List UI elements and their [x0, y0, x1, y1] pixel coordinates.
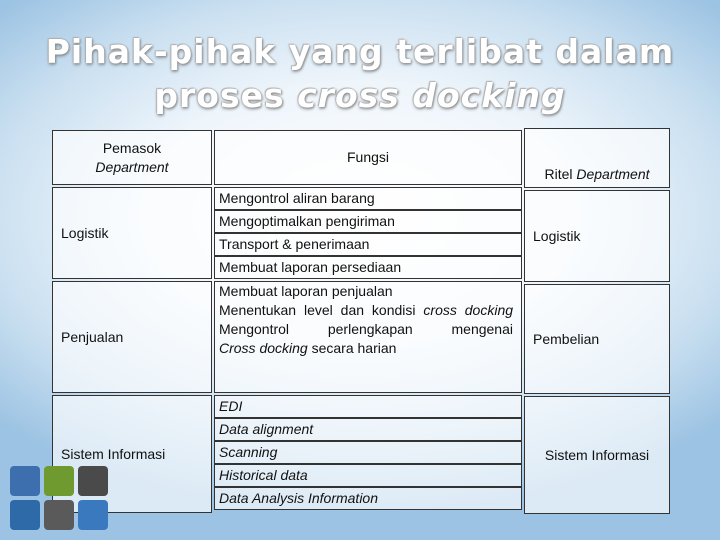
pemasok-logistik-label: Logistik — [61, 224, 109, 241]
fungsi-penjualan-4-italic: Cross docking — [219, 340, 308, 356]
header-pemasok-line1: Pemasok — [102, 139, 162, 156]
header-fungsi — [214, 130, 522, 185]
thumbnail-image — [44, 466, 74, 496]
fungsi-sistem-5: Data Analysis Information — [214, 487, 522, 510]
fungsi-penjualan-2-prefix: Menentukan level dan kondisi — [219, 302, 424, 318]
fungsi-logistik-2: Mengoptimalkan pengiriman — [214, 210, 522, 233]
fungsi-sistem-4: Historical data — [214, 464, 522, 487]
thumbnail-image — [10, 500, 40, 530]
title-line-2-prefix: proses — [154, 76, 298, 115]
header-ritel — [524, 128, 670, 188]
ritel-logistik — [524, 190, 670, 282]
thumbnail-image — [78, 466, 108, 496]
fungsi-penjualan-4-suffix: secara harian — [307, 340, 397, 356]
fungsi-penjualan-3: Mengontrol perlengkapan mengenai — [219, 321, 513, 337]
ritel-sistem-informasi — [524, 396, 670, 514]
thumbnail-image — [44, 500, 74, 530]
slide-title — [0, 30, 720, 118]
header-pemasok — [52, 130, 212, 185]
pemasok-sistem-informasi-label: Sistem Informasi — [61, 445, 166, 462]
title-line-2-italic: cross docking — [297, 76, 566, 115]
pemasok-penjualan — [52, 281, 212, 393]
fungsi-logistik-3: Transport & penerimaan — [214, 233, 522, 256]
fungsi-sistem-2: Data alignment — [214, 418, 522, 441]
ritel-logistik-label: Logistik — [533, 227, 581, 244]
fungsi-penjualan — [214, 281, 522, 393]
thumbnail-image — [78, 500, 108, 530]
fungsi-logistik-1: Mengontrol aliran barang — [214, 187, 522, 210]
ritel-pembelian — [524, 284, 670, 394]
fungsi-penjualan-4 — [219, 339, 513, 358]
fungsi-logistik-4: Membuat laporan persediaan — [214, 256, 522, 279]
header-ritel-italic: Department — [576, 166, 650, 182]
header-pemasok-line2: Department — [95, 158, 169, 175]
fungsi-penjualan-2 — [219, 301, 513, 320]
thumbnail-image — [10, 466, 40, 496]
pemasok-logistik — [52, 187, 212, 279]
fungsi-penjualan-2-italic: cross docking — [423, 302, 514, 318]
header-ritel-prefix: Ritel — [544, 166, 577, 182]
header-ritel-label — [544, 165, 649, 184]
ritel-pembelian-label: Pembelian — [533, 330, 600, 347]
fungsi-penjualan-1: Membuat laporan penjualan — [219, 283, 393, 299]
title-line-2 — [0, 74, 720, 118]
decorative-thumbnails — [10, 466, 108, 530]
fungsi-sistem-3: Scanning — [214, 441, 522, 464]
fungsi-sistem-1: EDI — [214, 395, 522, 418]
ritel-sistem-informasi-label: Sistem Informasi — [544, 446, 650, 463]
header-fungsi-label: Fungsi — [346, 149, 390, 165]
title-line-1: Pihak-pihak yang terlibat dalam — [45, 32, 675, 71]
pemasok-penjualan-label: Penjualan — [61, 328, 124, 345]
